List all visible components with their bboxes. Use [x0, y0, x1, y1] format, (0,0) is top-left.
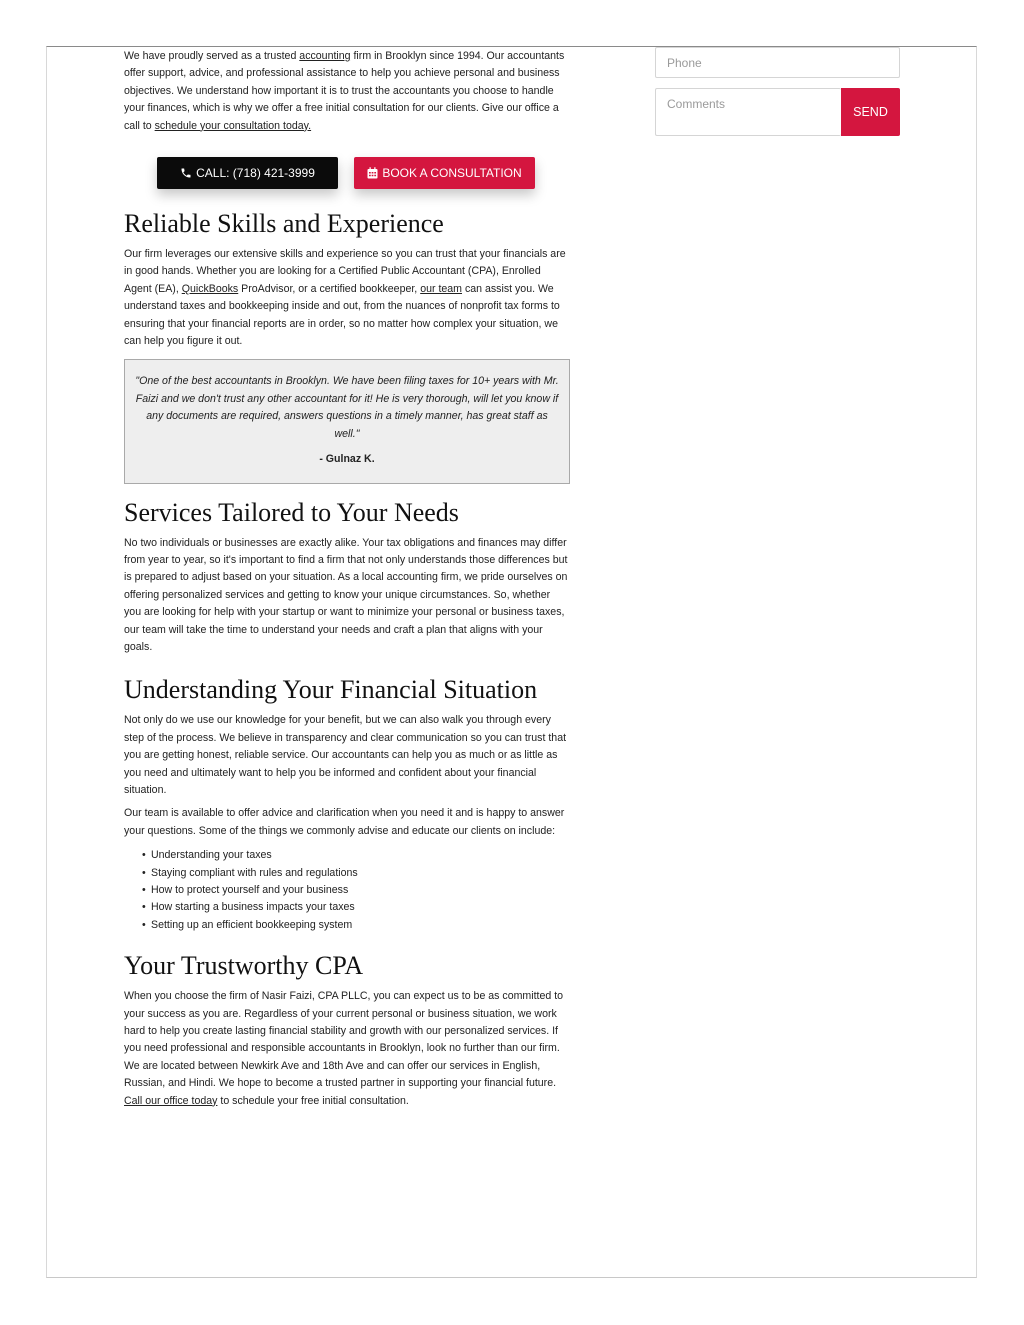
- heading-services-tailored: Services Tailored to Your Needs: [124, 497, 459, 527]
- cta-row: [157, 157, 570, 189]
- send-button[interactable]: [841, 88, 900, 136]
- list-item: • Staying compliant with rules and regulations: [142, 865, 570, 882]
- call-button[interactable]: [157, 157, 338, 189]
- financial-paragraph-1: Not only do we use our knowledge for your benefit, but we can also walk you through every step of the process. We believe in transparency and clear communication so you can trust that you are getting honest, reliable service. Our accountants can help you as much or as little as you need and ultimately want to help you be informed and confident about your financial situation.: [124, 714, 567, 796]
- testimonial-author: - Gulnaz K.: [319, 453, 375, 466]
- testimonial-box: [124, 359, 570, 483]
- comments-field[interactable]: [655, 88, 841, 136]
- trustworthy-paragraph: When you choose the firm of Nasir Faizi, CPA PLLC, you can expect us to be as committed to your success as you are. Regardless of your current personal or business situation, we work hard to help you create lasting financial stability and growth with our personalized services. If you need professional and responsible accountants in Brooklyn, look no further than our firm. We are located between Newkirk Ave and 18th Ave and can offer our services in English, Russian, and Hindi. We hope to become a trusted partner in supporting your financial future. Call our office today to schedule your free initial consultation.: [124, 990, 564, 1107]
- quickbooks-link[interactable]: QuickBooks: [181, 282, 239, 295]
- book-button-label: BOOK A CONSULTATION: [382, 166, 522, 181]
- testimonial-quote: "One of the best accountants in Brooklyn. We have been filing taxes for 10+ years with Mr. Faizi and we don't trust any other accountant for it! He is very thorough, will let you know if any documents are required, answers questions in a timely manner, has great staff as well.": [135, 375, 559, 440]
- heading-financial-situation: Understanding Your Financial Situation: [124, 675, 538, 705]
- list-item: • How starting a business impacts your taxes: [142, 899, 570, 916]
- comments-row: [655, 88, 900, 136]
- main-content: [124, 48, 570, 1110]
- heading-reliable-skills: Reliable Skills and Experience: [124, 209, 444, 239]
- intro-paragraph: We have proudly served as a trusted accounting firm in Brooklyn since 1994. Our accountants offer support, advice, and professional assistance to help you achieve personal and business objectives. We understand how important it is to trust the accountants you choose to handle your finances, which is why we offer a free initial consultation for our clients. Give our office a call to schedule your consultation today.: [124, 50, 565, 132]
- list-item: • How to protect yourself and your business: [142, 882, 570, 899]
- reliable-skills-paragraph: Our firm leverages our extensive skills and experience so you can trust that your financials are in good hands. Whether you are looking for a Certified Public Accountant (CPA), Enrolled Agent (EA), QuickBooks ProAdvisor, or a certified bookkeeper, our team can assist you. We understand taxes and bookkeeping inside and out, from the nuances of nonprofit tax forms to ensuring that your financial reports are in order, so no matter how complex your situation, we can help you figure it out.: [124, 248, 566, 348]
- schedule-consultation-link[interactable]: schedule your consultation today.: [154, 119, 312, 132]
- accounting-link[interactable]: accounting: [299, 50, 351, 62]
- list-item: • Setting up an efficient bookkeeping system: [142, 917, 570, 934]
- book-consultation-button[interactable]: [354, 157, 535, 189]
- heading-trustworthy-cpa: Your Trustworthy CPA: [124, 951, 364, 981]
- call-button-label: CALL: (718) 421-3999: [196, 166, 315, 181]
- our-team-link[interactable]: our team: [420, 282, 463, 295]
- services-paragraph: No two individuals or businesses are exactly alike. Your tax obligations and finances may differ from year to year, so it's important to find a firm that not only understands those differences but is prepared to adjust based on your situation. As a local accounting firm, we pride ourselves on offering personalized services and getting to know your unique circumstances. So, whether you are looking for help with your startup or want to minimize your personal or business taxes, our team will take the time to understand your needs and craft a plan that aligns with your goals.: [124, 536, 568, 653]
- comments-placeholder: Comments: [667, 97, 726, 111]
- send-button-label: SEND: [853, 105, 888, 119]
- phone-icon: [180, 167, 192, 179]
- calendar-icon: [367, 167, 378, 179]
- phone-field[interactable]: [655, 47, 900, 78]
- advice-list: [142, 847, 570, 934]
- phone-placeholder: Phone: [667, 56, 702, 70]
- contact-form: [655, 47, 900, 136]
- financial-paragraph-2: Our team is available to offer advice and clarification when you need it and is happy to answer your questions. Some of the things we commonly advise and educate our clients on include:: [124, 807, 565, 837]
- call-office-link[interactable]: Call our office today: [124, 1094, 218, 1107]
- list-item: • Understanding your taxes: [142, 847, 570, 864]
